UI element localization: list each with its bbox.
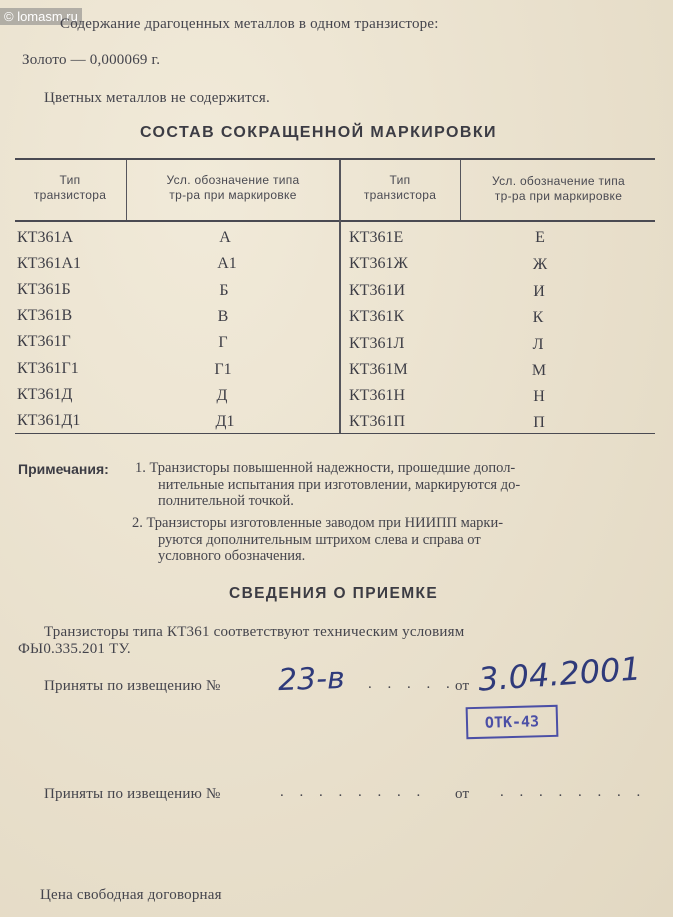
table-bottom-rule <box>15 433 655 434</box>
notice-number-handwritten: 23-в <box>277 660 346 699</box>
table-divider <box>460 160 461 220</box>
marking-code: М <box>531 362 547 379</box>
marking-code: Е <box>535 229 545 246</box>
marking-code: Г <box>218 334 228 351</box>
marking-code: К <box>532 309 544 326</box>
marking-code: П <box>533 414 545 431</box>
table-top-rule <box>15 158 655 160</box>
from-label-1: от <box>455 678 470 694</box>
transistor-type: КТ361Г1 <box>17 360 79 377</box>
acceptance-title: СВЕДЕНИЯ О ПРИЕМКЕ <box>229 585 439 602</box>
transistor-type: КТ361Л <box>349 335 405 352</box>
marking-code: И <box>533 283 545 300</box>
transistor-type: КТ361Д1 <box>17 412 81 429</box>
transistor-type: КТ361П <box>349 413 405 430</box>
gold-content: Золото — 0,000069 г. <box>22 52 161 68</box>
from-label-2: от <box>455 786 470 802</box>
notice-label-1: Приняты по извещению № <box>44 678 221 694</box>
transistor-type: КТ361А1 <box>17 255 81 272</box>
acceptance-text: Транзисторы типа КТ361 соответствуют техническим условиям <box>44 624 465 640</box>
date-handwritten: 3.04.2001 <box>476 649 642 699</box>
notes-title: Примечания: <box>18 461 109 477</box>
notice-dots-2: . . . . . . . . <box>280 784 427 800</box>
date-dots-2: . . . . . . . . <box>500 784 647 800</box>
transistor-type: КТ361Е <box>349 229 404 246</box>
marking-code: Л <box>532 336 544 353</box>
transistor-type: КТ361Н <box>349 387 405 404</box>
intro-line: Содержание драгоценных металлов в одном транзисторе: <box>60 16 439 32</box>
marking-code: Н <box>533 388 545 405</box>
marking-code: Г1 <box>214 361 232 378</box>
qc-stamp: ОТК-43 <box>466 705 559 739</box>
transistor-type: КТ361Б <box>17 281 71 298</box>
transistor-type: КТ361Д <box>17 386 73 403</box>
spec-number: ФЫ0.335.201 ТУ. <box>18 641 131 657</box>
table-divider <box>126 160 127 220</box>
marking-code: Ж <box>532 256 548 273</box>
transistor-type: КТ361А <box>17 229 73 246</box>
marking-code: Д1 <box>215 413 235 430</box>
transistor-type: КТ361Г <box>17 333 71 350</box>
header-type-right: Тип транзистора <box>363 173 437 202</box>
header-type-left: Тип транзистора <box>33 173 107 202</box>
notice-label-2: Приняты по извещению № <box>44 786 221 802</box>
note-2: 2. Транзисторы изготовленные заводом при НИИПП марки- руются дополнительным штрихом слева и справа от условного обозначения. <box>132 515 504 564</box>
marking-code: Д <box>216 387 228 404</box>
transistor-type: КТ361Ж <box>349 255 408 272</box>
watermark: © lomasm.ru <box>0 8 82 25</box>
header-code-left: Усл. обозначение типа тр-ра при маркировке <box>166 173 300 202</box>
nonferrous-content: Цветных металлов не содержится. <box>44 90 270 106</box>
marking-code: В <box>217 308 229 325</box>
transistor-type: КТ361И <box>349 282 405 299</box>
header-code-right: Усл. обозначение типа тр-ра при маркировке <box>491 174 626 203</box>
table-title: СОСТАВ СОКРАЩЕННОЙ МАРКИРОВКИ <box>140 124 497 141</box>
marking-code: Б <box>219 282 229 299</box>
transistor-type: КТ361К <box>349 308 405 325</box>
price-note: Цена свободная договорная <box>40 887 222 903</box>
transistor-type: КТ361М <box>349 361 408 378</box>
transistor-type: КТ361В <box>17 307 73 324</box>
marking-code: А <box>219 229 231 246</box>
note-1: 1. Транзисторы повышенной надежности, прошедшие допол- нительные испытания при изготовлении, маркируются до- полнительной точкой. <box>135 460 521 509</box>
marking-code: А1 <box>217 255 237 272</box>
table-header-rule <box>15 220 655 222</box>
notice-dots-1: . . . . . <box>368 676 456 692</box>
